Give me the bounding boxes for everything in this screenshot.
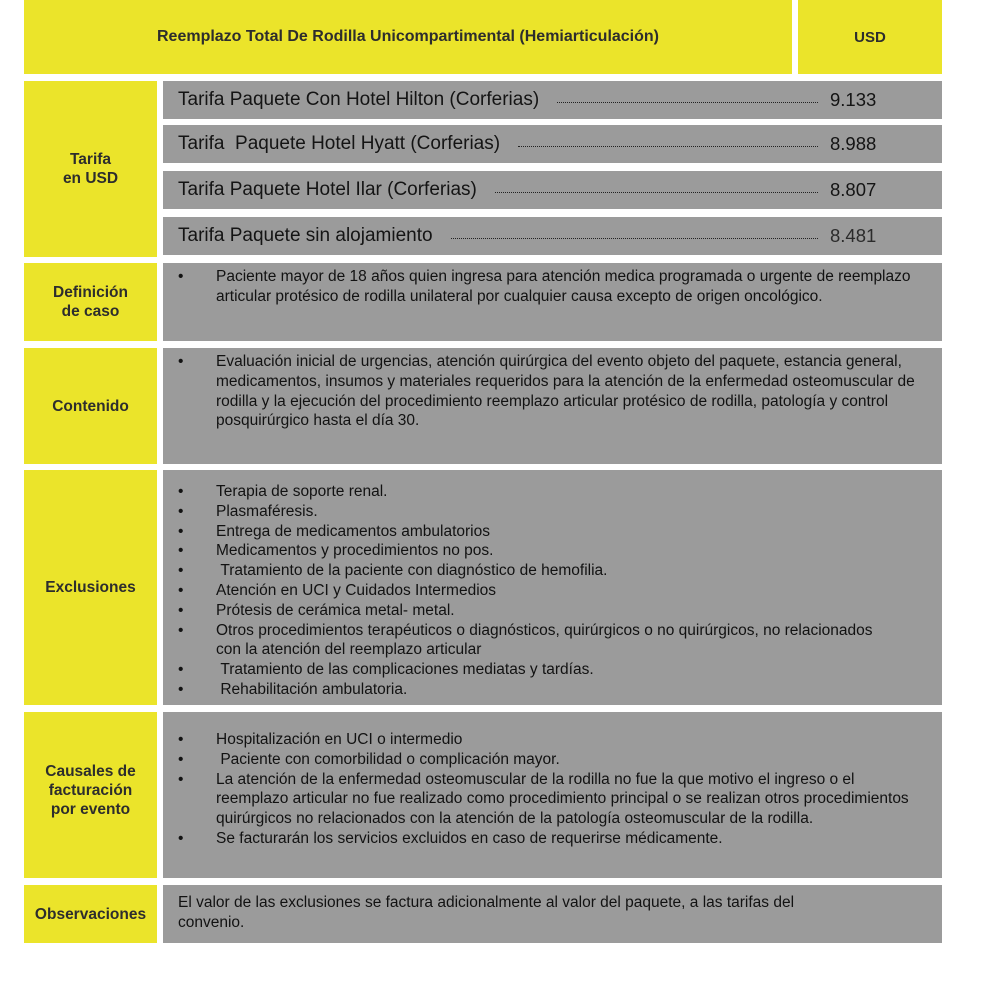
observaciones-label: Observaciones — [24, 885, 157, 943]
dotted-leader — [557, 102, 818, 103]
observaciones-cell: El valor de las exclusiones se factura adicionalmente al valor del paquete, a las tarifas del convenio. — [163, 885, 942, 943]
causales-cell — [163, 712, 942, 878]
list-item: • Tratamiento de las complicaciones mediatas y tardías. — [178, 660, 924, 680]
package-title: Reemplazo Total De Rodilla Unicompartimental (Hemiarticulación) — [24, 0, 792, 74]
tarifa-label: Tarifa en USD — [24, 81, 157, 257]
rate-price: 8.988 — [830, 133, 877, 154]
definicion-cell — [163, 263, 942, 341]
list-item: • Se facturarán los servicios excluidos en caso de requerirse médicamente. — [178, 829, 924, 849]
rate-name: Tarifa Paquete Hotel Ilar (Corferias) — [178, 179, 477, 200]
rate-name: Tarifa Paquete Con Hotel Hilton (Corferias) — [178, 89, 540, 110]
list-item: • Terapia de soporte renal. — [178, 482, 924, 502]
list-item: • Otros procedimientos terapéuticos o diagnósticos, quirúrgicos o no quirúrgicos, no relacionados con la atención del reemplazo articular — [178, 621, 924, 661]
exclusiones-label: Exclusiones — [24, 470, 157, 705]
list-item: • Medicamentos y procedimientos no pos. — [178, 541, 924, 561]
exclusiones-list — [178, 482, 924, 700]
definicion-label: Definición de caso — [24, 263, 157, 341]
dotted-leader — [451, 238, 818, 239]
list-item: • Rehabilitación ambulatoria. — [178, 680, 924, 700]
rate-price: 8.481 — [830, 225, 877, 246]
rate-row-ilar — [163, 171, 942, 209]
rate-name: Tarifa Paquete sin alojamiento — [178, 225, 433, 246]
rate-price: 8.807 — [830, 179, 877, 200]
exclusiones-cell — [163, 470, 942, 705]
list-item: • Paciente con comorbilidad o complicación mayor. — [178, 750, 924, 770]
currency-header: USD — [798, 0, 942, 74]
rate-row-sin-alojamiento — [163, 217, 942, 255]
contenido-label: Contenido — [24, 348, 157, 464]
dotted-leader — [518, 146, 818, 147]
list-item: • La atención de la enfermedad osteomuscular de la rodilla no fue la que motivo el ingreso o el reemplazo articular no fue realizado como procedimiento principal o se realizan otros procedimientos quirúrgicos no relacionados con la atención de la patología osteomuscular de la rodilla. — [178, 770, 924, 829]
list-item: • Paciente mayor de 18 años quien ingresa para atención medica programada o urgente de reemplazo articular protésico de rodilla unilateral por cualquier causa excepto de origen oncológico. — [178, 267, 924, 307]
causales-label: Causales de facturación por evento — [24, 712, 157, 878]
rate-row-hyatt — [163, 125, 942, 163]
list-item: • Atención en UCI y Cuidados Intermedios — [178, 581, 924, 601]
dotted-leader — [495, 192, 818, 193]
list-item: • Tratamiento de la paciente con diagnóstico de hemofilia. — [178, 561, 924, 581]
list-item: • Plasmaféresis. — [178, 502, 924, 522]
definicion-list — [178, 267, 924, 307]
list-item: • Prótesis de cerámica metal- metal. — [178, 601, 924, 621]
causales-list — [178, 730, 924, 849]
list-item: • Evaluación inicial de urgencias, atención quirúrgica del evento objeto del paquete, estancia general, medicamentos, insumos y materiales requeridos para la atención de la enfermedad osteomuscular de rodilla y la ejecución del procedimiento reemplazo articular protésico de rodilla, patología y control posquirúrgico hasta el día 30. — [178, 352, 924, 431]
rate-row-hilton — [163, 81, 942, 119]
rate-price: 9.133 — [830, 89, 877, 110]
rate-name: Tarifa Paquete Hotel Hyatt (Corferias) — [178, 133, 501, 154]
contenido-list — [178, 352, 924, 431]
list-item: • Entrega de medicamentos ambulatorios — [178, 522, 924, 542]
contenido-cell — [163, 348, 942, 464]
list-item: • Hospitalización en UCI o intermedio — [178, 730, 924, 750]
